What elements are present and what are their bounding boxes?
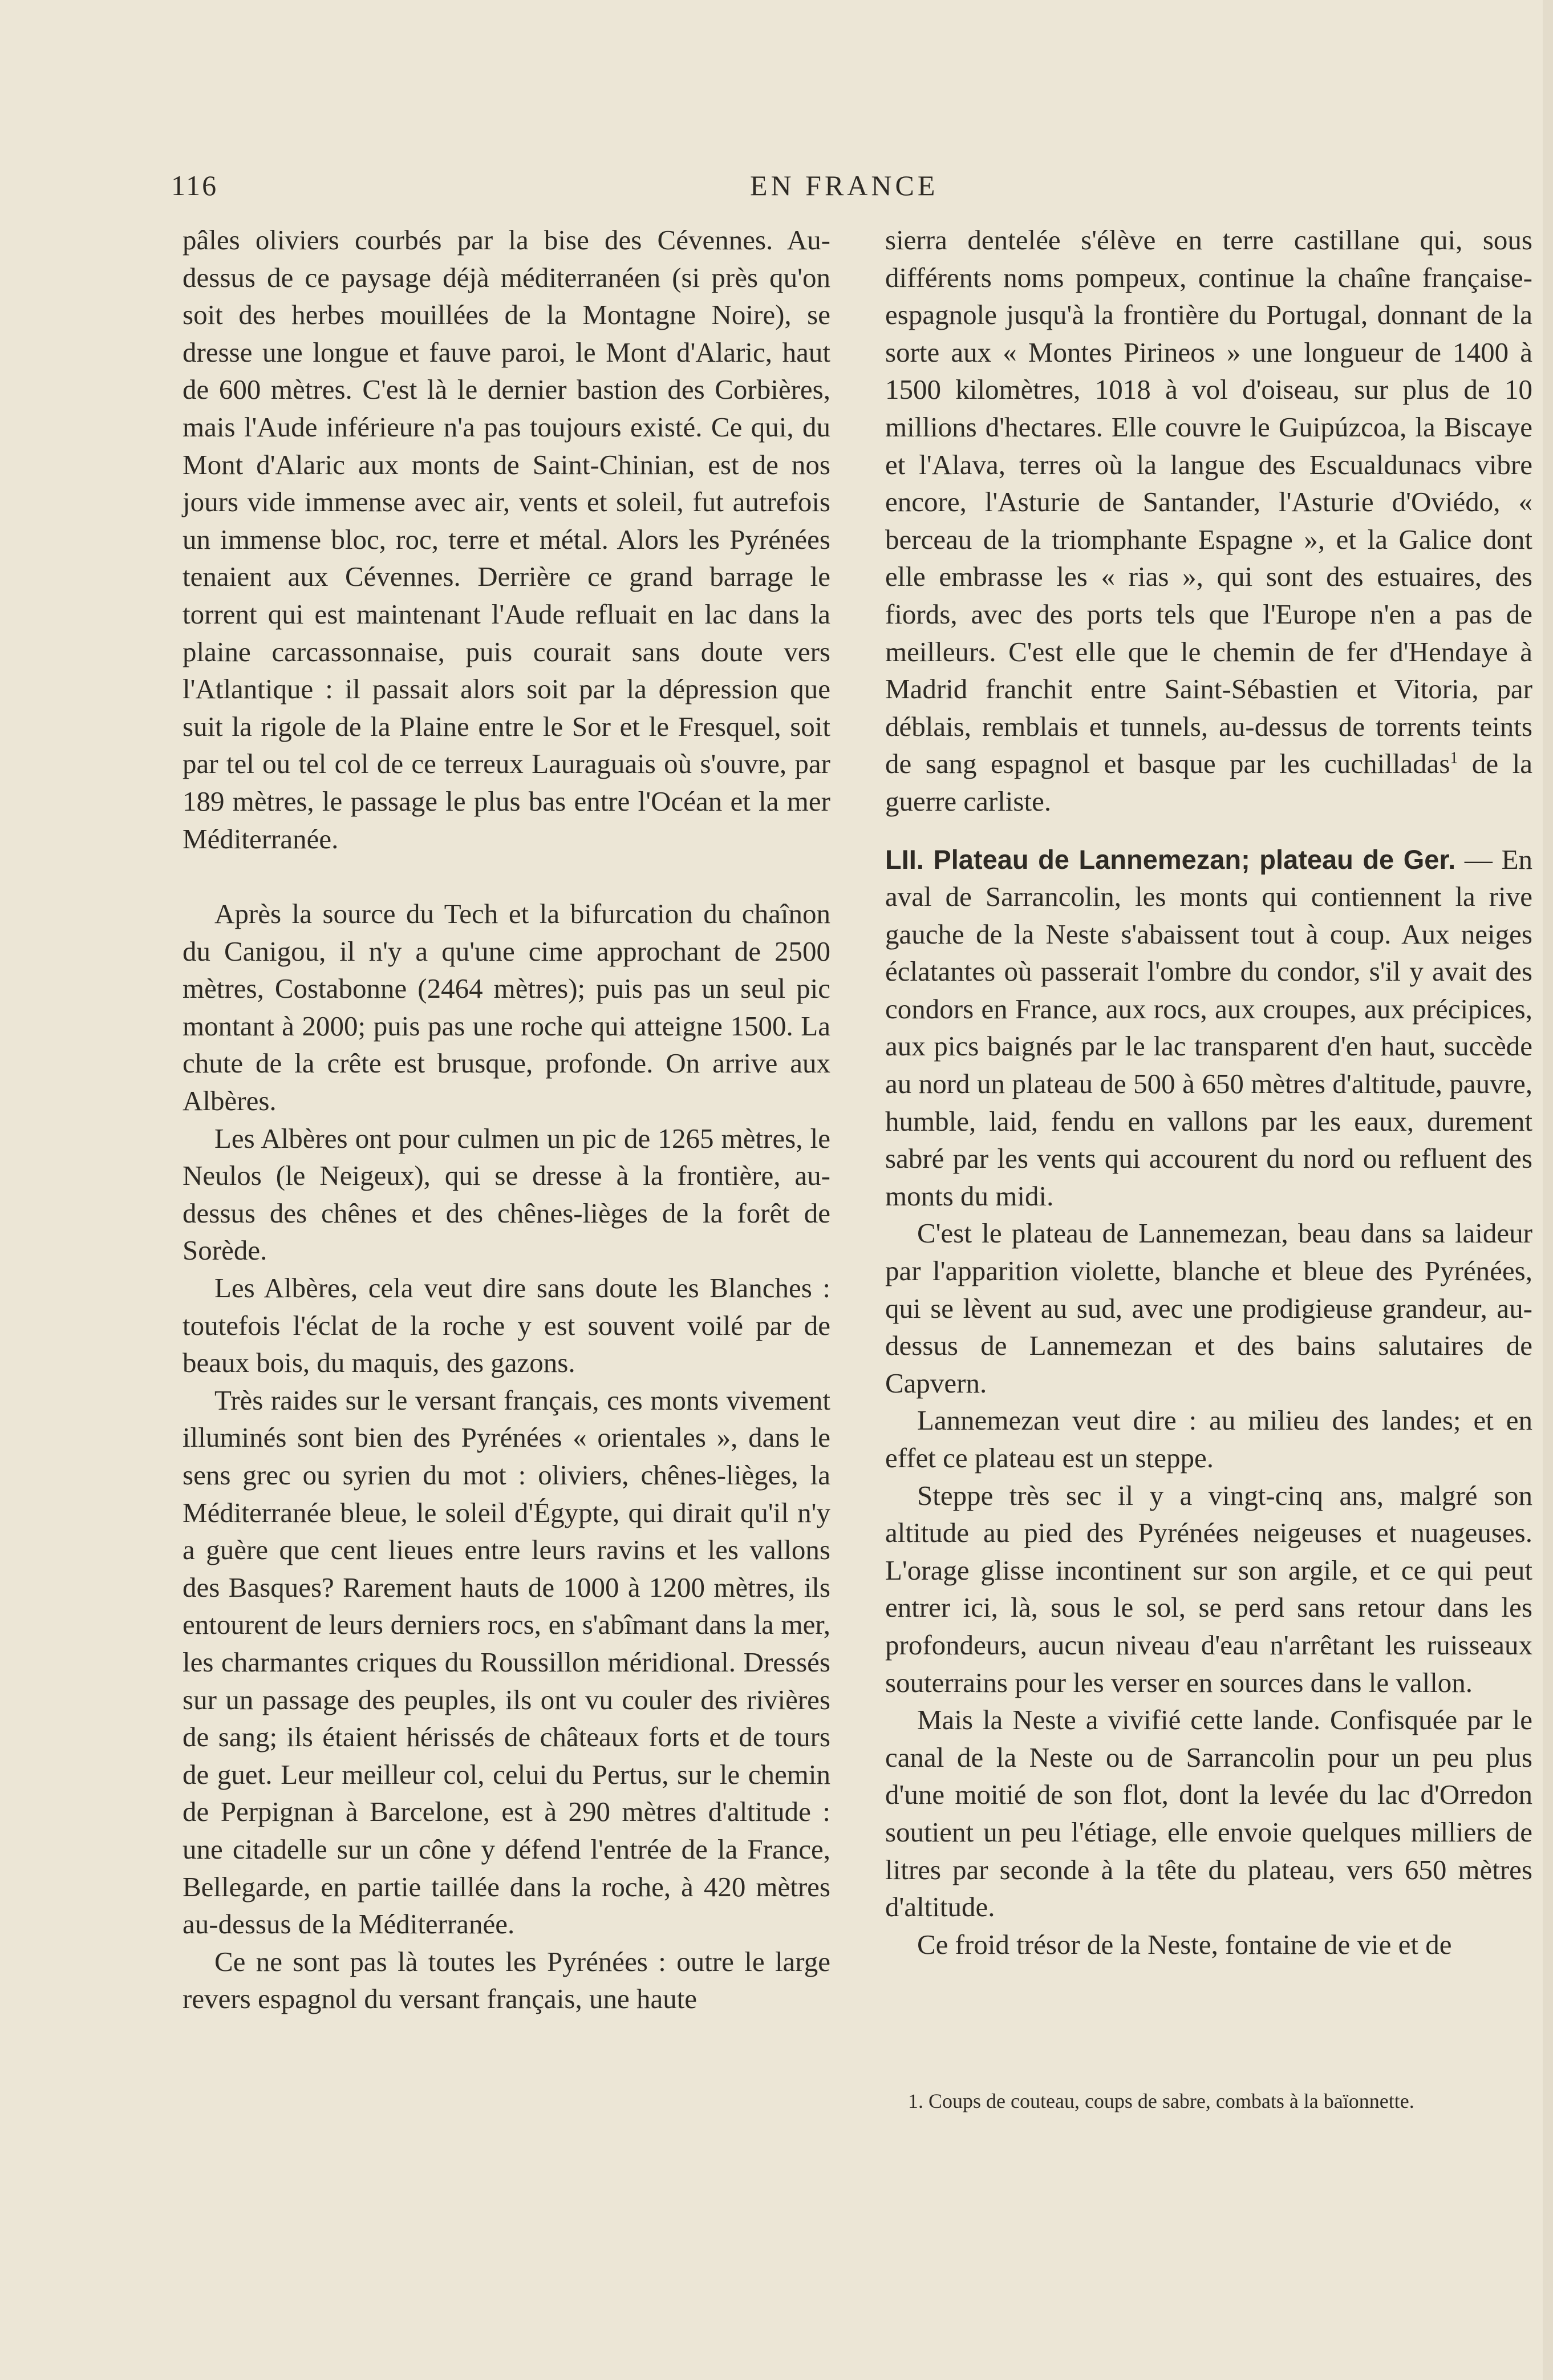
paragraph: Les Albères, cela veut dire sans doute les Blanches : toutefois l'éclat de la roche y est souvent voilé par de beaux bois, du maquis, des gazons. — [183, 1272, 830, 1379]
paragraph: pâles oliviers courbés par la bise des Cévennes. Au-dessus de ce paysage déjà méditerranéen (si près qu'on soit des herbes mouillées de la Montagne Noire), se dresse une longue et fauve paroi, le Mont d'Alaric, haut de 600 mètres. C'est là le dernier bastion des Corbières, mais l'Aude inférieure n'a pas toujours existé. Ce qui, du Mont d'Alaric aux monts de Saint-Chinian, est de nos jours vide immense avec air, vents et soleil, fut autrefois un immense bloc, roc, terre et métal. Alors les Pyrénées tenaient aux Cévennes. Derrière ce grand barrage le torrent qui est maintenant l'Aude refluait en lac dans la plaine carcassonnaise, puis courait sans doute vers l'Atlantique : il passait alors soit par la dépression que suit la rigole de la Plaine entre le Sor et le Fresquel, soit par tel ou tel col de ce terreux Lauraguais où s'ouvre, par 189 mètres, le passage le plus bas entre l'Océan et la mer Méditerranée. — [183, 224, 830, 855]
paragraph: Ce froid trésor de la Neste, fontaine de vie et de — [917, 1928, 1452, 1960]
footnote — [885, 2088, 1532, 2114]
paragraph: Lannemezan veut dire : au milieu des landes; et en effet ce plateau est un steppe. — [885, 1404, 1532, 1474]
running-title: EN FRANCE — [750, 169, 939, 201]
section-paragraph — [885, 841, 1532, 1215]
paragraph: Ce ne sont pas là toutes les Pyrénées : outre le large revers espagnol du versant français, une haute — [183, 1945, 830, 2015]
footnote-text: 1. Coups de couteau, coups de sabre, combats à la baïonnette. — [908, 2090, 1414, 2112]
page-edge — [1543, 0, 1553, 2380]
paragraph: Très raides sur le versant français, ces monts vivement illuminés sont bien des Pyrénées « orientales », dans le sens grec ou syrien du mot : oliviers, chênes-lièges, la Méditerranée bleue, le soleil d'Égypte, qui dirait qu'il n'y a guère que cent lieues entre leurs ravins et les vallons des Basques? Rarement hauts de 1000 à 1200 mètres, ils entourent de leurs derniers rocs, en s'abîmant dans la mer, les charmantes criques du Roussillon méridional. Dressés sur un passage des peuples, ils ont vu couler des rivières de sang; ils étaient hérissés de châteaux forts et de tours de guet. Leur meilleur col, celui du Pertus, sur le chemin de Perpignan à Barcelone, est à 290 mètres d'altitude : une citadelle sur un cône y défend l'entrée de la France, Bellegarde, en partie taillée dans la roche, à 420 mètres au-dessus de la Méditerranée. — [183, 1384, 830, 1940]
footnote-reference: 1 — [1450, 749, 1458, 767]
page-header — [171, 169, 1523, 214]
paragraph: Mais la Neste a vivifié cette lande. Confisquée par le canal de la Neste ou de Sarrancolin pour un peu plus d'une moitié de son flot, dont la levée du lac d'Orredon soutient un peu l'étiage, elle envoie quelques milliers de litres par seconde à la tête du plateau, vers 650 mètres d'altitude. — [885, 1704, 1532, 1923]
left-column — [183, 221, 830, 2018]
paragraph-text: sierra dentelée s'élève en terre castillane qui, sous différents noms pompeux, continue la chaîne française-espagnole jusqu'à la frontière du Portugal, donnant de la sorte aux « Montes Pirineos » une longueur de 1400 à 1500 kilomètres, 1018 à vol d'oiseau, sur plus de 10 millions d'hectares. Elle couvre le Guipúzcoa, la Biscaye et l'Alava, terres où la langue des Escualdunacs vibre encore, l'Asturie de Santander, l'Asturie d'Oviédo, « berceau de la triomphante Espagne », et la Galice dont elle embrasse les « rias », qui sont des estuaires, des fiords, avec des ports tels que l'Europe n'en a pas de meilleurs. C'est elle que le chemin de fer d'Hendaye à Madrid franchit entre Saint-Sébastien et Vitoria, par déblais, remblais et tunnels, au-dessus de torrents teints de sang espagnol et basque par les cuchilladas — [885, 224, 1532, 780]
paragraph: Steppe très sec il y a vingt-cinq ans, malgré son altitude au pied des Pyrénées neigeuses et nuageuses. L'orage glisse incontinent sur son argile, et ce qui peut entrer ici, là, sous le sol, se perd sans retour dans les profondeurs, aucun niveau d'eau n'arrêtant les ruisseaux souterrains pour les verser en sources dans le vallon. — [885, 1479, 1532, 1698]
paragraph: C'est le plateau de Lannemezan, beau dans sa laideur par l'apparition violette, blanche et bleue des Pyrénées, qui se lèvent au sud, avec une prodigieuse grandeur, au-dessus de Lannemezan et des bains salutaires de Capvern. — [885, 1217, 1532, 1399]
section-heading: LII. Plateau de Lannemezan; plateau de Ger. — [885, 844, 1456, 875]
paragraph — [885, 221, 1532, 820]
right-column — [885, 221, 1532, 1963]
paragraph-text: — En aval de Sarrancolin, les monts qui contiennent la rive gauche de la Neste s'abaissent tout à coup. Aux neiges éclatantes où passerait l'ombre du condor, s'il y avait des condors en France, aux rocs, aux croupes, aux précipices, aux pics baignés par le lac transparent d'en haut, succède au nord un plateau de 500 à 650 mètres d'altitude, pauvre, humble, laid, fendu en vallons par les eaux, durement sabré par les vents qui accourent du nord ou refluent des monts du midi. — [885, 843, 1533, 1212]
paragraph: Après la source du Tech et la bifurcation du chaînon du Canigou, il n'y a qu'une cime approchant de 2500 mètres, Costabonne (2464 mètres); puis pas un seul pic montant à 2000; puis pas une roche qui atteigne 1500. La chute de la crête est brusque, profonde. On arrive aux Albères. — [183, 898, 830, 1117]
paragraph: Les Albères ont pour culmen un pic de 1265 mètres, le Neulos (le Neigeux), qui se dresse à la frontière, au-dessus des chênes et des chênes-lièges de la forêt de Sorède. — [183, 1122, 830, 1266]
page-number: 116 — [171, 169, 218, 201]
paragraph-text: de la guerre carliste. — [885, 748, 1532, 817]
